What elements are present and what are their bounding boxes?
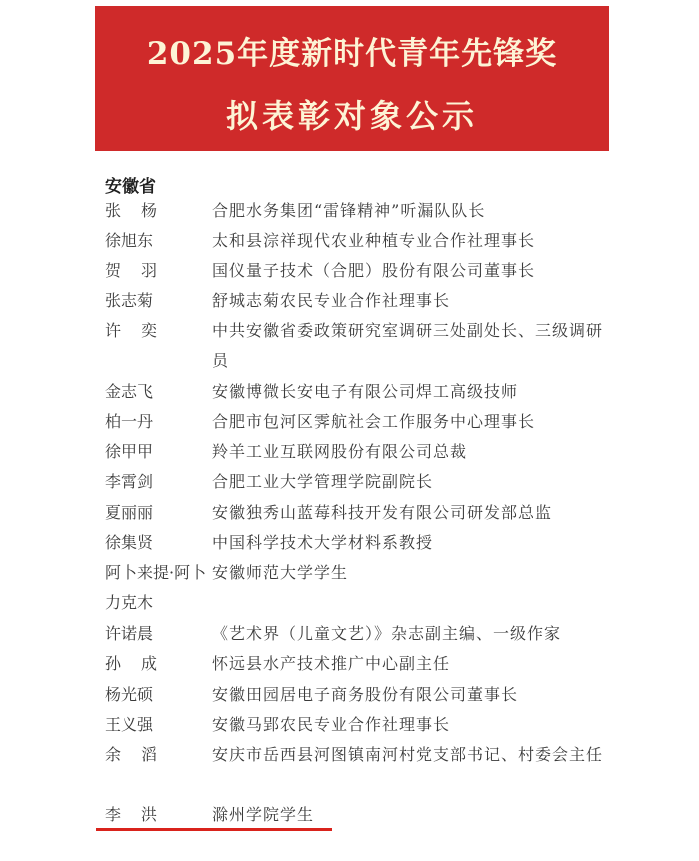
title-banner	[95, 6, 609, 151]
honoree-name: 张杨	[105, 201, 178, 220]
honoree-name: 许奕	[105, 321, 178, 340]
honoree-title: 怀远县水产技术推广中心副主任	[212, 654, 451, 673]
honoree-name: 金志飞	[105, 382, 154, 401]
honoree-title: 安徽师范大学学生	[212, 563, 349, 582]
honoree-name: 余滔	[105, 745, 178, 764]
honoree-title: 太和县淙祥现代农业种植专业合作社理事长	[212, 231, 536, 250]
honoree-title: 国仪量子技术（合肥）股份有限公司董事长	[212, 261, 536, 280]
honoree-name: 阿卜来提·阿卜力克木	[105, 563, 207, 612]
honoree-title: 安徽田园居电子商务股份有限公司董事长	[212, 685, 519, 704]
honoree-name: 杨光硕	[105, 685, 154, 704]
honoree-name: 夏丽丽	[105, 503, 154, 522]
honoree-title: 滁州学院学生	[212, 805, 315, 824]
honoree-title: 安徽独秀山蓝莓科技开发有限公司研发部总监	[212, 503, 553, 522]
title-line-2: 拟表彰对象公示	[225, 97, 478, 135]
honoree-name: 李霄剑	[105, 472, 154, 491]
highlight-underline	[96, 828, 332, 831]
honoree-name: 徐旭东	[105, 231, 154, 250]
province-heading: 安徽省	[105, 177, 156, 197]
honoree-name: 柏一丹	[105, 412, 154, 431]
honoree-title: 安庆市岳西县河图镇南河村党支部书记、村委会主任	[212, 745, 604, 764]
honoree-title: 合肥市包河区霁航社会工作服务中心理事长	[212, 412, 536, 431]
honoree-title: 安徽马郢农民专业合作社理事长	[212, 715, 451, 734]
honoree-name: 张志菊	[105, 291, 154, 310]
honoree-title: 合肥水务集团“雷锋精神”听漏队队长	[212, 201, 486, 220]
honoree-name: 贺羽	[105, 261, 178, 280]
honoree-name: 许诺晨	[105, 624, 154, 643]
honoree-title: 合肥工业大学管理学院副院长	[212, 472, 434, 491]
honoree-name: 王义强	[105, 715, 154, 734]
honoree-title: 中共安徽省委政策研究室调研三处副处长、三级调研员	[212, 321, 604, 370]
honoree-title: 中国科学技术大学材料系教授	[212, 533, 434, 552]
honoree-title: 羚羊工业互联网股份有限公司总裁	[212, 442, 468, 461]
honoree-title: 《艺术界（儿童文艺）》杂志副主编、一级作家	[212, 624, 562, 643]
title-line-1: 2025年度新时代青年先锋奖	[146, 36, 558, 72]
honoree-name: 徐甲甲	[105, 442, 154, 461]
honoree-name: 徐集贤	[105, 533, 154, 552]
honoree-title: 安徽博微长安电子有限公司焊工高级技师	[212, 382, 519, 401]
honoree-name: 孙成	[105, 654, 178, 673]
honoree-name: 李洪	[105, 805, 178, 824]
honoree-title: 舒城志菊农民专业合作社理事长	[212, 291, 451, 310]
